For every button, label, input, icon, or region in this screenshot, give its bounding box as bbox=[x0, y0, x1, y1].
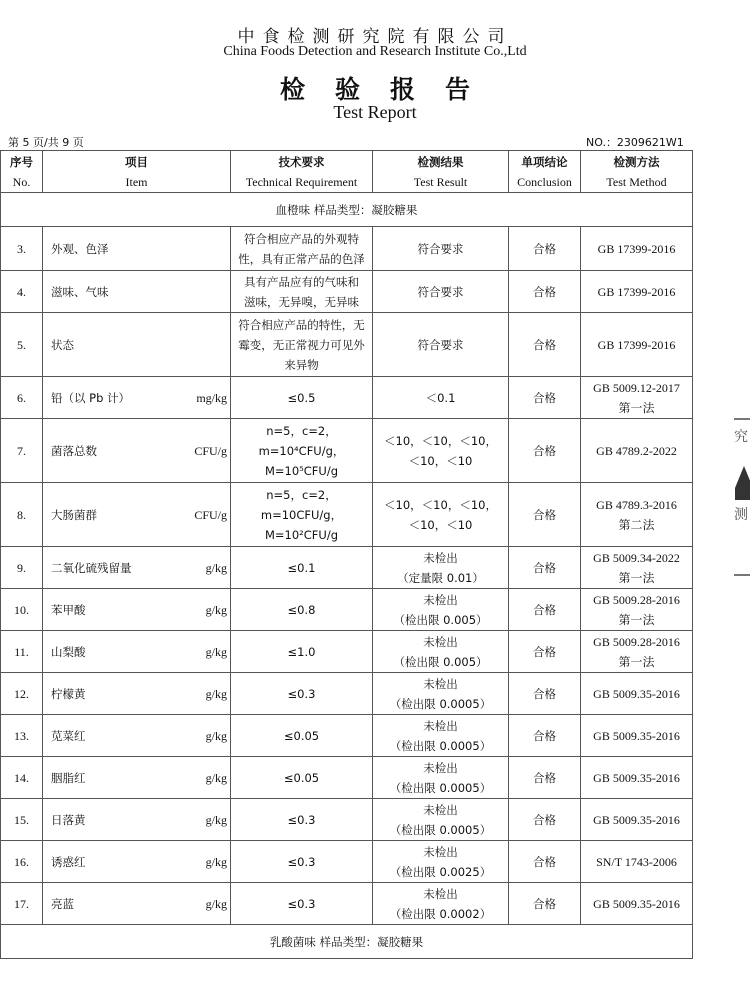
column-header-en: Test Method bbox=[606, 174, 667, 189]
seal-triangle bbox=[735, 466, 750, 488]
method-line: GB 5009.34-2022 bbox=[593, 550, 680, 565]
column-header-en: Item bbox=[125, 174, 148, 189]
result-line: 未检出 bbox=[423, 676, 458, 691]
item-name: 日落黄 bbox=[51, 812, 86, 827]
table-row bbox=[1, 631, 693, 673]
requirement-line: ≤0.3 bbox=[287, 854, 316, 869]
method-line: GB 5009.28-2016 bbox=[593, 592, 680, 607]
requirement-cell bbox=[231, 547, 373, 589]
table-row bbox=[1, 883, 693, 925]
requirement-cell bbox=[231, 799, 373, 841]
conclusion: 合格 bbox=[509, 799, 581, 841]
requirement-line: ≤0.3 bbox=[287, 896, 316, 911]
requirement-line: ≤1.0 bbox=[287, 644, 316, 659]
requirement-line: ≤0.05 bbox=[283, 770, 320, 785]
result-line: （检出限 0.005） bbox=[393, 654, 488, 669]
side-seal-mark bbox=[732, 418, 750, 578]
requirement-cell bbox=[231, 377, 373, 419]
row-number: 16. bbox=[1, 841, 43, 883]
item-cell bbox=[43, 757, 231, 799]
item-unit: g/kg bbox=[205, 560, 227, 575]
requirement-line: 霉变，无正常视力可见外 bbox=[238, 337, 365, 352]
column-header-en: Technical Requirement bbox=[245, 174, 358, 189]
requirement-line: ≤0.05 bbox=[283, 728, 320, 743]
method-cell bbox=[581, 419, 693, 483]
method-line: SN/T 1743-2006 bbox=[596, 854, 677, 869]
method-line: GB 4789.2-2022 bbox=[596, 443, 677, 458]
requirement-line: n=5，c=2， bbox=[266, 423, 337, 438]
item-cell bbox=[43, 227, 231, 271]
result-cell bbox=[373, 271, 509, 313]
method-line: GB 5009.12-2017 bbox=[593, 380, 680, 395]
method-line: GB 17399-2016 bbox=[597, 337, 676, 352]
page-info: 第 5 页/共 9 页 bbox=[8, 136, 84, 149]
conclusion: 合格 bbox=[509, 227, 581, 271]
requirement-line: 具有产品应有的气味和 bbox=[244, 274, 359, 289]
result-line: ＜0.1 bbox=[425, 390, 456, 405]
method-line: GB 5009.35-2016 bbox=[593, 728, 680, 743]
seal-line bbox=[734, 574, 750, 576]
method-cell bbox=[581, 715, 693, 757]
row-number: 14. bbox=[1, 757, 43, 799]
result-cell bbox=[373, 673, 509, 715]
method-cell bbox=[581, 589, 693, 631]
report-title-en: Test Report bbox=[333, 102, 417, 122]
conclusion: 合格 bbox=[509, 715, 581, 757]
column-header bbox=[1, 151, 43, 193]
method-cell bbox=[581, 883, 693, 925]
item-unit: g/kg bbox=[205, 896, 227, 911]
result-line: （检出限 0.0005） bbox=[389, 738, 492, 753]
table-row bbox=[1, 757, 693, 799]
result-line: 未检出 bbox=[423, 718, 458, 733]
section-label: 血橙味 样品类型：凝胶糖果 bbox=[1, 193, 693, 227]
conclusion: 合格 bbox=[509, 271, 581, 313]
requirement-cell bbox=[231, 841, 373, 883]
result-cell bbox=[373, 377, 509, 419]
conclusion: 合格 bbox=[509, 419, 581, 483]
org-name-cn: 中食检测研究院有限公司 bbox=[237, 27, 513, 47]
item-unit: g/kg bbox=[205, 728, 227, 743]
item-name: 山梨酸 bbox=[51, 644, 86, 659]
row-number: 17. bbox=[1, 883, 43, 925]
row-number: 4. bbox=[1, 271, 43, 313]
method-cell bbox=[581, 841, 693, 883]
row-number: 5. bbox=[1, 313, 43, 377]
report-title-cn: 检验报告 bbox=[279, 75, 500, 104]
method-line: 第一法 bbox=[618, 570, 655, 585]
table-row bbox=[1, 589, 693, 631]
item-cell bbox=[43, 673, 231, 715]
seal-block bbox=[735, 488, 750, 500]
conclusion: 合格 bbox=[509, 313, 581, 377]
row-number: 11. bbox=[1, 631, 43, 673]
item-unit: CFU/g bbox=[194, 507, 227, 522]
requirement-line: n=5，c=2， bbox=[266, 487, 337, 502]
requirement-line: 滋味，无异嗅，无异味 bbox=[244, 294, 359, 309]
method-cell bbox=[581, 271, 693, 313]
result-line: （检出限 0.0005） bbox=[389, 696, 492, 711]
column-header-cn: 单项结论 bbox=[521, 154, 568, 169]
item-cell bbox=[43, 589, 231, 631]
item-cell bbox=[43, 841, 231, 883]
method-line: 第一法 bbox=[618, 400, 655, 415]
conclusion: 合格 bbox=[509, 483, 581, 547]
item-unit: CFU/g bbox=[194, 443, 227, 458]
item-unit: g/kg bbox=[205, 770, 227, 785]
method-line: GB 5009.35-2016 bbox=[593, 770, 680, 785]
column-header-en: Conclusion bbox=[517, 174, 572, 189]
result-line: 未检出 bbox=[423, 844, 458, 859]
requirement-line: ≤0.1 bbox=[287, 560, 316, 575]
result-cell bbox=[373, 715, 509, 757]
section-row bbox=[1, 925, 693, 959]
item-name: 大肠菌群 bbox=[51, 507, 97, 522]
row-number: 13. bbox=[1, 715, 43, 757]
requirement-cell bbox=[231, 313, 373, 377]
row-number: 7. bbox=[1, 419, 43, 483]
result-line: ＜10，＜10 bbox=[408, 453, 473, 468]
method-cell bbox=[581, 631, 693, 673]
result-line: （检出限 0.005） bbox=[393, 612, 488, 627]
test-result-table bbox=[0, 150, 693, 959]
item-name: 亮蓝 bbox=[51, 896, 74, 911]
result-line: ＜10，＜10，＜10， bbox=[384, 497, 497, 512]
conclusion: 合格 bbox=[509, 673, 581, 715]
requirement-cell bbox=[231, 673, 373, 715]
method-cell bbox=[581, 377, 693, 419]
conclusion: 合格 bbox=[509, 547, 581, 589]
column-header-cn: 项目 bbox=[125, 154, 148, 169]
table-row bbox=[1, 271, 693, 313]
table-row bbox=[1, 483, 693, 547]
item-name: 柠檬黄 bbox=[51, 686, 86, 701]
item-unit: g/kg bbox=[205, 602, 227, 617]
requirement-line: m=10⁴CFU/g， bbox=[258, 443, 345, 458]
item-name: 苯甲酸 bbox=[51, 602, 86, 617]
item-name: 诱惑红 bbox=[51, 854, 86, 869]
row-number: 9. bbox=[1, 547, 43, 589]
row-number: 15. bbox=[1, 799, 43, 841]
row-number: 8. bbox=[1, 483, 43, 547]
table-row bbox=[1, 547, 693, 589]
column-header-cn: 检测结果 bbox=[417, 154, 464, 169]
result-line: 未检出 bbox=[423, 760, 458, 775]
table-row bbox=[1, 227, 693, 271]
item-cell bbox=[43, 799, 231, 841]
result-line: 符合要求 bbox=[417, 284, 464, 299]
method-line: GB 17399-2016 bbox=[597, 284, 676, 299]
column-header bbox=[231, 151, 373, 193]
column-header-cn: 技术要求 bbox=[278, 154, 325, 169]
conclusion: 合格 bbox=[509, 841, 581, 883]
item-cell bbox=[43, 419, 231, 483]
result-cell bbox=[373, 227, 509, 271]
result-line: （检出限 0.0002） bbox=[389, 906, 492, 921]
method-line: GB 5009.28-2016 bbox=[593, 634, 680, 649]
item-cell bbox=[43, 483, 231, 547]
table-row bbox=[1, 313, 693, 377]
column-header bbox=[509, 151, 581, 193]
column-header-en: No. bbox=[12, 174, 31, 189]
item-cell bbox=[43, 271, 231, 313]
conclusion: 合格 bbox=[509, 589, 581, 631]
section-label: 乳酸菌味 样品类型：凝胶糖果 bbox=[1, 925, 693, 959]
requirement-line: 性，具有正常产品的色泽 bbox=[238, 251, 365, 266]
item-cell bbox=[43, 631, 231, 673]
result-line: 未检出 bbox=[423, 886, 458, 901]
item-name: 滋味、气味 bbox=[51, 284, 109, 299]
requirement-line: M=10²CFU/g bbox=[264, 527, 339, 542]
result-cell bbox=[373, 483, 509, 547]
result-line: ＜10，＜10 bbox=[408, 517, 473, 532]
requirement-line: ≤0.8 bbox=[287, 602, 316, 617]
row-number: 10. bbox=[1, 589, 43, 631]
result-line: （定量限 0.01） bbox=[397, 570, 484, 585]
result-cell bbox=[373, 757, 509, 799]
method-cell bbox=[581, 673, 693, 715]
seal-char-bottom: 测 bbox=[734, 507, 748, 523]
method-cell bbox=[581, 313, 693, 377]
result-line: ＜10，＜10，＜10， bbox=[384, 433, 497, 448]
result-line: 未检出 bbox=[423, 550, 458, 565]
item-cell bbox=[43, 883, 231, 925]
result-cell bbox=[373, 883, 509, 925]
method-cell bbox=[581, 227, 693, 271]
requirement-cell bbox=[231, 631, 373, 673]
table-row bbox=[1, 673, 693, 715]
result-line: （检出限 0.0005） bbox=[389, 822, 492, 837]
method-line: GB 17399-2016 bbox=[597, 241, 676, 256]
result-line: （检出限 0.0005） bbox=[389, 780, 492, 795]
item-cell bbox=[43, 547, 231, 589]
item-unit: mg/kg bbox=[196, 390, 227, 405]
item-name: 铅（以 Pb 计） bbox=[51, 390, 131, 405]
method-line: 第一法 bbox=[618, 654, 655, 669]
column-header bbox=[43, 151, 231, 193]
table-row bbox=[1, 841, 693, 883]
org-name-en: China Foods Detection and Research Institute Co.,Ltd bbox=[223, 44, 527, 59]
item-name: 状态 bbox=[51, 337, 74, 352]
item-unit: g/kg bbox=[205, 812, 227, 827]
table-row bbox=[1, 799, 693, 841]
item-name: 外观、色泽 bbox=[51, 241, 109, 256]
method-cell bbox=[581, 757, 693, 799]
result-line: 未检出 bbox=[423, 634, 458, 649]
item-cell bbox=[43, 377, 231, 419]
method-line: GB 5009.35-2016 bbox=[593, 812, 680, 827]
method-line: GB 5009.35-2016 bbox=[593, 896, 680, 911]
method-line: GB 5009.35-2016 bbox=[593, 686, 680, 701]
row-number: 12. bbox=[1, 673, 43, 715]
method-cell bbox=[581, 799, 693, 841]
item-unit: g/kg bbox=[205, 644, 227, 659]
requirement-cell bbox=[231, 757, 373, 799]
row-number: 6. bbox=[1, 377, 43, 419]
result-line: （检出限 0.0025） bbox=[389, 864, 492, 879]
column-header-cn: 序号 bbox=[10, 154, 33, 169]
result-cell bbox=[373, 419, 509, 483]
method-cell bbox=[581, 547, 693, 589]
requirement-cell bbox=[231, 419, 373, 483]
column-header-cn: 检测方法 bbox=[613, 154, 660, 169]
requirement-cell bbox=[231, 589, 373, 631]
item-cell bbox=[43, 313, 231, 377]
requirement-cell bbox=[231, 227, 373, 271]
item-name: 苋菜红 bbox=[51, 728, 86, 743]
result-line: 未检出 bbox=[423, 802, 458, 817]
row-number: 3. bbox=[1, 227, 43, 271]
requirement-line: m=10CFU/g， bbox=[260, 507, 343, 522]
seal-line bbox=[734, 418, 750, 420]
requirement-line: 来异物 bbox=[284, 357, 319, 372]
requirement-line: ≤0.3 bbox=[287, 812, 316, 827]
item-unit: g/kg bbox=[205, 854, 227, 869]
item-unit: g/kg bbox=[205, 686, 227, 701]
requirement-cell bbox=[231, 715, 373, 757]
item-name: 菌落总数 bbox=[51, 443, 97, 458]
method-line: 第一法 bbox=[618, 612, 655, 627]
table-row bbox=[1, 419, 693, 483]
column-header bbox=[373, 151, 509, 193]
result-cell bbox=[373, 631, 509, 673]
requirement-cell bbox=[231, 483, 373, 547]
requirement-line: 符合相应产品的外观特 bbox=[244, 231, 359, 246]
conclusion: 合格 bbox=[509, 377, 581, 419]
requirement-cell bbox=[231, 271, 373, 313]
table-row bbox=[1, 715, 693, 757]
requirement-line: ≤0.5 bbox=[287, 390, 316, 405]
seal-char-top: 究 bbox=[734, 429, 748, 445]
requirement-line: M=10⁵CFU/g bbox=[264, 463, 339, 478]
requirement-cell bbox=[231, 883, 373, 925]
table-header-row bbox=[1, 151, 693, 193]
result-cell bbox=[373, 799, 509, 841]
conclusion: 合格 bbox=[509, 631, 581, 673]
method-cell bbox=[581, 483, 693, 547]
section-row bbox=[1, 193, 693, 227]
item-name: 二氧化硫残留量 bbox=[51, 560, 132, 575]
result-line: 符合要求 bbox=[417, 337, 464, 352]
result-cell bbox=[373, 313, 509, 377]
report-number: NO.：2309621W1 bbox=[586, 136, 684, 149]
result-cell bbox=[373, 547, 509, 589]
requirement-line: 符合相应产品的特性，无 bbox=[238, 317, 365, 332]
item-name: 胭脂红 bbox=[51, 770, 86, 785]
method-line: 第二法 bbox=[618, 517, 655, 532]
item-cell bbox=[43, 715, 231, 757]
requirement-line: ≤0.3 bbox=[287, 686, 316, 701]
result-cell bbox=[373, 589, 509, 631]
column-header bbox=[581, 151, 693, 193]
result-cell bbox=[373, 841, 509, 883]
method-line: GB 4789.3-2016 bbox=[596, 497, 677, 512]
table-row bbox=[1, 377, 693, 419]
result-line: 符合要求 bbox=[417, 241, 464, 256]
conclusion: 合格 bbox=[509, 757, 581, 799]
conclusion: 合格 bbox=[509, 883, 581, 925]
column-header-en: Test Result bbox=[413, 174, 468, 189]
result-line: 未检出 bbox=[423, 592, 458, 607]
